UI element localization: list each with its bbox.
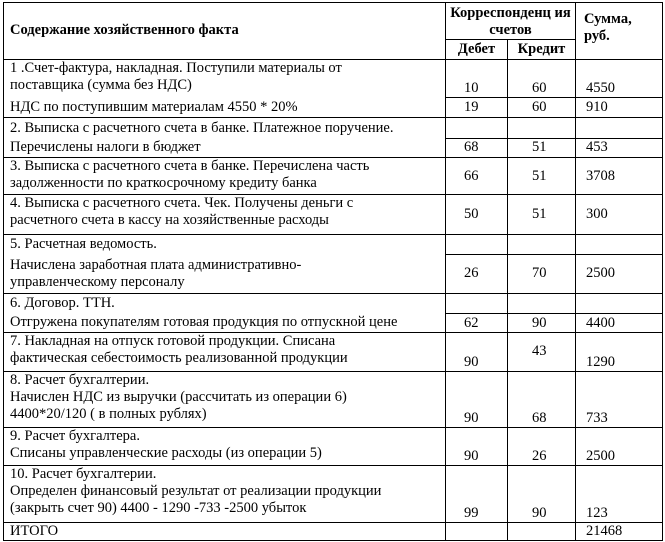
row-description [4,255,446,294]
description-line: фактическая себестоимость реализованной продукции [10,350,348,367]
table-row [4,428,663,465]
description-line: 7. Накладная на отпуск готовой продукции. Списана [10,333,336,350]
credit-cell [508,234,576,254]
table-row [4,333,663,372]
sum-cell [576,234,663,254]
header-debit: Дебет [446,40,508,59]
credit-cell [508,118,576,138]
debit-cell [446,118,508,138]
debit-cell: 90 [446,333,508,372]
debit-cell: 66 [446,157,508,194]
debit-cell: 90 [446,371,508,428]
description-line: 10. Расчет бухгалтерии. [10,465,157,482]
description-line: поставщика (сумма без НДС) [10,76,192,93]
sum-cell [576,118,663,138]
row-description [4,157,446,194]
debit-cell: 62 [446,313,508,332]
credit-cell: 51 [508,138,576,157]
header-correspondence: Корреспонденц ия счетов [446,3,576,40]
transactions-table [3,2,663,541]
description-line: 8. Расчет бухгалтерии. [10,371,150,388]
table-row [4,98,663,118]
sum-cell: 453 [576,138,663,157]
header-sum: Сумма, руб. [576,3,663,60]
sum-cell: 2500 [576,428,663,465]
total-debit-cell [446,522,508,540]
row-description [4,98,446,118]
description-line: 3. Выписка с расчетного счета в банке. Перечислена часть [10,157,370,174]
description-line: Списаны управленческие расходы (из операции 5) [10,445,322,462]
table-row [4,138,663,157]
credit-cell: 90 [508,313,576,332]
sum-cell: 3708 [576,157,663,194]
table-row [4,195,663,235]
sum-cell: 910 [576,98,663,118]
sum-cell: 733 [576,371,663,428]
header-credit: Кредит [508,40,576,59]
description-line: Отгружена покупателям готовая продукция по отпускной цене [10,314,398,331]
credit-cell: 51 [508,195,576,235]
sum-cell: 2500 [576,255,663,294]
table-row [4,234,663,254]
description-line: 6. Договор. ТТН. [10,295,115,312]
header-content: Содержание хозяйственного факта [4,3,446,60]
row-description [4,195,446,235]
total-credit-cell [508,522,576,540]
table-row [4,157,663,194]
table-row [4,371,663,428]
description-line: 5. Расчетная ведомость. [10,236,157,253]
sum-cell: 123 [576,465,663,522]
description-line: Перечислены налоги в бюджет [10,139,201,156]
description-line: НДС по поступившим материалам 4550 * 20% [10,99,298,116]
description-line: (закрыть счет 90) 4400 - 1290 -733 -2500 убыток [10,499,307,516]
credit-cell [508,293,576,313]
sum-cell: 4400 [576,313,663,332]
table-row [4,465,663,522]
debit-cell [446,293,508,313]
sum-cell: 4550 [576,59,663,98]
sum-cell: 300 [576,195,663,235]
total-label: ИТОГО [4,522,446,540]
table-row [4,293,663,313]
description-line: 9. Расчет бухгалтера. [10,428,140,445]
header-row [4,3,663,40]
row-description [4,118,446,138]
description-line: Определен финансовый результат от реализации продукции [10,482,382,499]
description-line: 4. Выписка с расчетного счета. Чек. Получены деньги с [10,195,354,212]
debit-cell: 10 [446,59,508,98]
row-description [4,138,446,157]
row-description [4,465,446,522]
description-line: 2. Выписка с расчетного счета в банке. Платежное поручение. [10,119,394,136]
credit-cell: 60 [508,59,576,98]
row-description [4,59,446,98]
row-description [4,293,446,313]
row-description [4,371,446,428]
credit-cell: 51 [508,157,576,194]
credit-cell: 26 [508,428,576,465]
debit-cell: 90 [446,428,508,465]
description-line: 4400*20/120 ( в полных рублях) [10,405,207,422]
debit-cell: 26 [446,255,508,294]
description-line: 1 .Счет-фактура, накладная. Поступили материалы от [10,59,342,76]
credit-cell: 90 [508,465,576,522]
row-description [4,333,446,372]
row-description [4,428,446,465]
sum-cell [576,293,663,313]
credit-cell: 70 [508,255,576,294]
description-line: Начислена заработная плата административно- [10,256,302,273]
description-line: расчетного счета в кассу на хозяйственные расходы [10,212,329,229]
total-row [4,522,663,540]
total-sum: 21468 [576,522,663,540]
credit-cell: 60 [508,98,576,118]
credit-cell: 43 [508,333,576,372]
debit-cell: 50 [446,195,508,235]
description-line: управленческому персоналу [10,273,185,290]
debit-cell: 19 [446,98,508,118]
table-row [4,59,663,98]
debit-cell: 99 [446,465,508,522]
description-line: задолженности по краткосрочному кредиту банка [10,174,317,191]
sum-cell: 1290 [576,333,663,372]
description-line: Начислен НДС из выручки (рассчитать из операции 6) [10,388,347,405]
debit-cell: 68 [446,138,508,157]
table-row [4,313,663,332]
table-row [4,255,663,294]
row-description [4,313,446,332]
row-description [4,234,446,254]
table-row [4,118,663,138]
credit-cell: 68 [508,371,576,428]
debit-cell [446,234,508,254]
